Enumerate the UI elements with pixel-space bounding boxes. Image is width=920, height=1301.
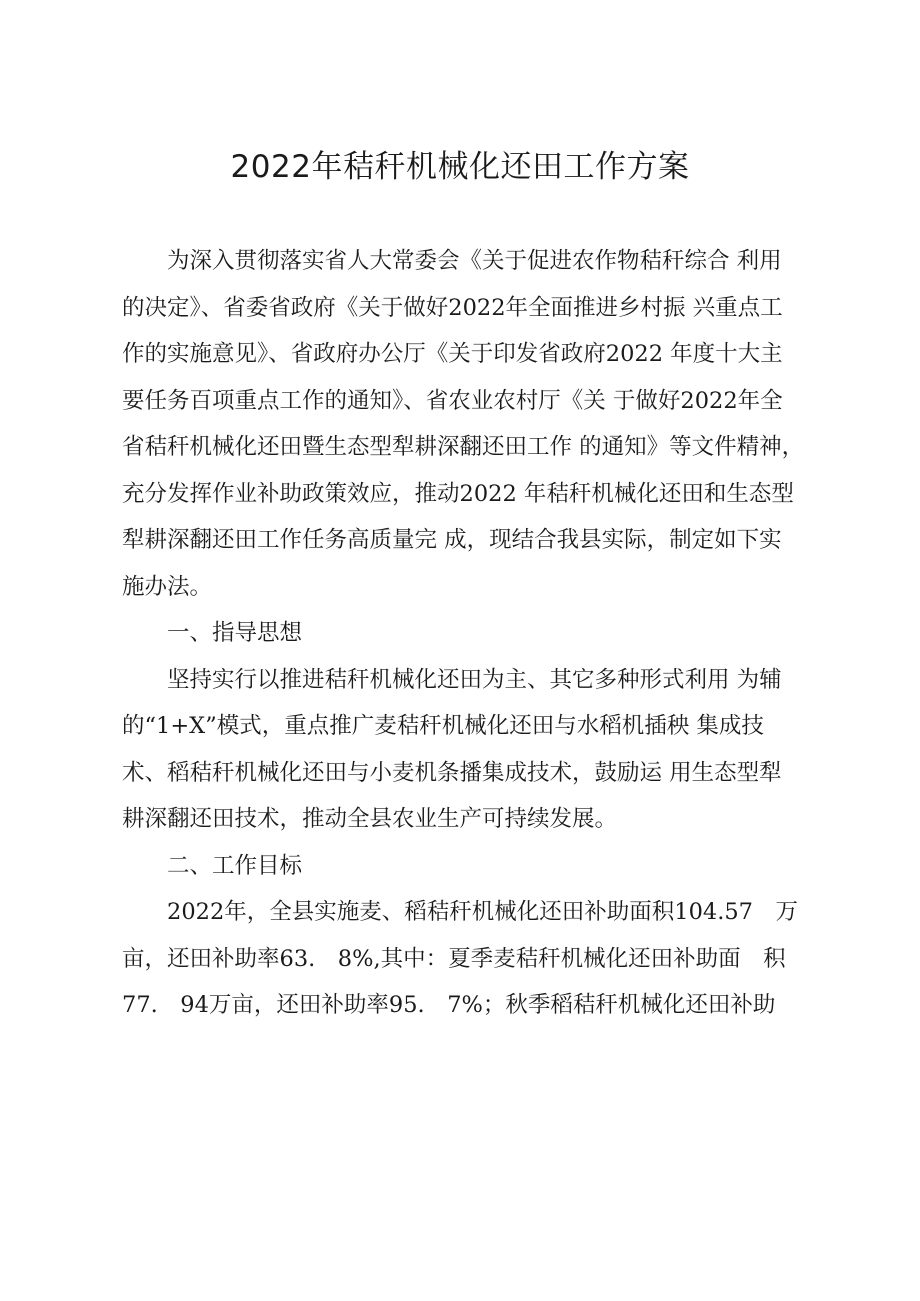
intro-line: 作的实施意见》、省政府办公厅《关于印发省政府2022 年度十大主 [122,341,783,367]
section-heading-text: 二、工作目标 [167,852,303,879]
guiding-thought-paragraph [122,657,802,843]
section-heading-guiding-thought [122,610,802,657]
section-heading-text: 一、指导思想 [167,620,303,646]
work-goals-line: 亩，还田补助率63. 8%,其中：夏季麦秸秆机械化还田补助面 积 [122,945,786,972]
guiding-thought-line: 耕深翻还田技术，推动全县农业生产可持续发展。 [122,806,618,832]
intro-line: 犁耕深翻还田工作任务高质量完 成，现结合我县实际，制定如下实 [122,527,782,553]
document-title: 2022年秸秆机械化还田工作方案 [230,149,690,185]
work-goals-line: 77. 94万亩，还田补助率95. 7%；秋季稻秸秆机械化还田补助 [122,992,776,1018]
intro-line: 的决定》、省委省政府《关于做好2022年全面推进乡村振 兴重点工 [122,294,783,321]
intro-paragraph [122,238,805,610]
document-body [122,238,805,1029]
intro-line: 为深入贯彻落实省人大常委会《关于促进农作物秸秆综合 利用 [167,248,782,274]
intro-line: 充分发挥作业补助政策效应，推动2022 年秸秆机械化还田和生态型 [122,480,794,507]
work-goals-paragraph [122,889,802,1029]
intro-line: 省秸秆机械化还田暨生态型犁耕深翻还田工作 的通知》等文件精神， [122,434,805,460]
guiding-thought-line: 的“1+X”模式，重点推广麦秸秆机械化还田与水稻机插秧 集成技 [122,713,764,739]
work-goals-line: 2022年，全县实施麦、稻秸秆机械化还田补助面积104.57 万 [167,899,798,925]
section-heading-work-goals [122,843,802,890]
guiding-thought-line: 坚持实行以推进秸秆机械化还田为主、其它多种形式利用 为辅 [167,666,782,693]
guiding-thought-line: 术、稻秸秆机械化还田与小麦机条播集成技术，鼓励运 用生态型犁 [122,759,782,786]
intro-line: 施办法。 [122,573,213,600]
intro-line: 要任务百项重点工作的通知》、省农业农村厅《关 于做好2022年全 [122,387,783,414]
